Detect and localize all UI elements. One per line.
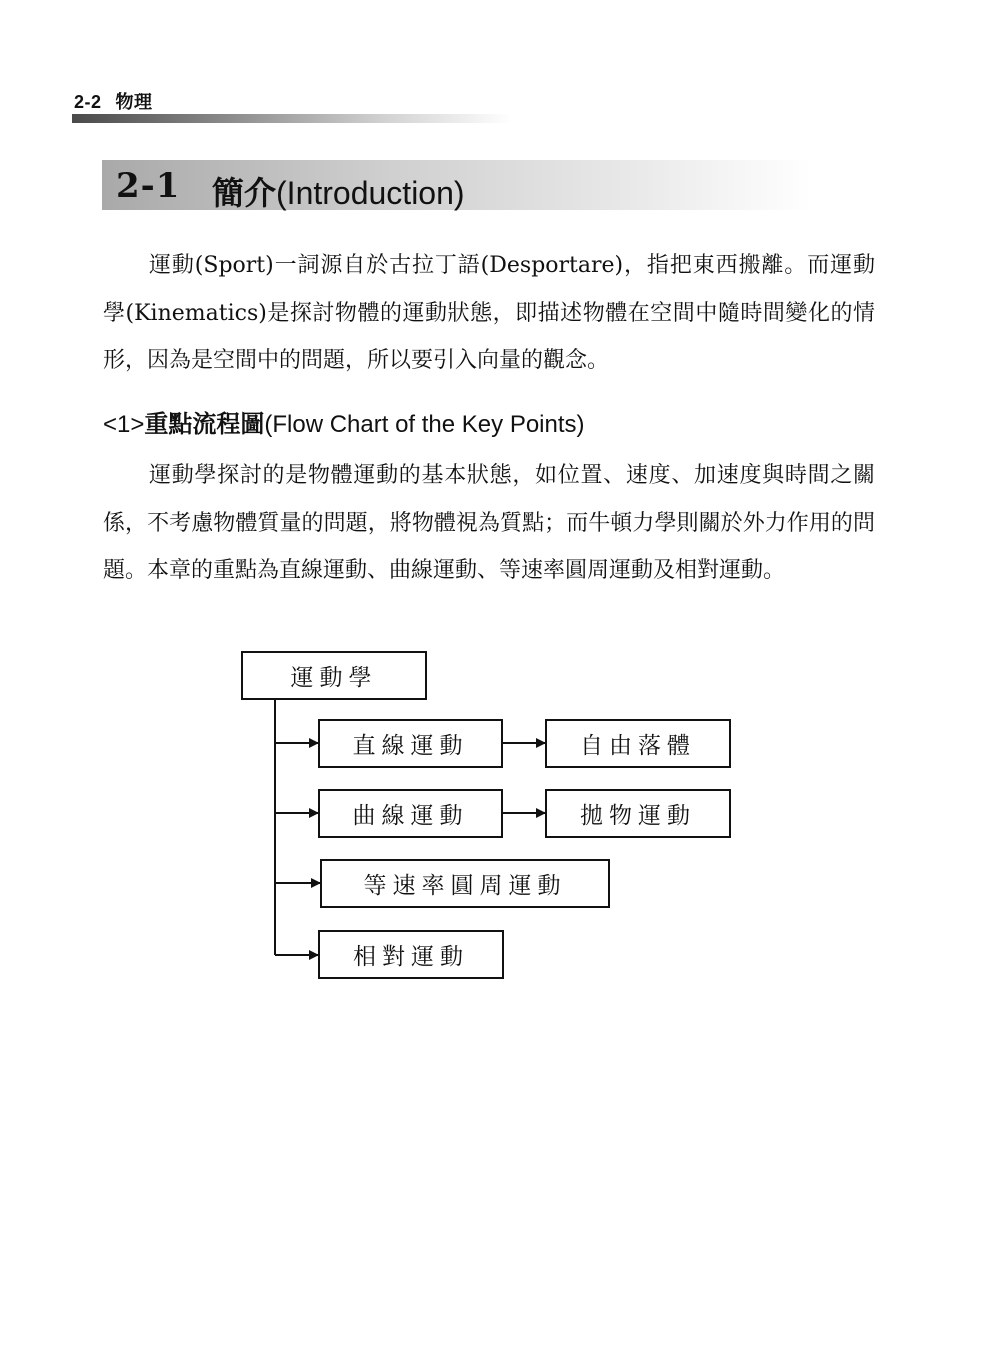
running-head [74,88,153,114]
flowchart-node-relative-motion: 相對運動 [318,930,504,979]
intro-paragraph: 運動(Sport)一詞源自於古拉丁語(Desportare)，指把東西搬離。而運動學(Kinematics)是探討物體的運動狀態，即描述物體在空間中隨時間變化的情形，因為是空間中的問題，所以要引入向量的觀念。 [103,253,875,373]
overview-paragraph: 運動學探討的是物體運動的基本狀態，如位置、速度、加速度與時間之關係，不考慮物體質量的問題，將物體視為質點；而牛頓力學則關於外力作用的問題。本章的重點為直線運動、曲線運動、等速率圓周運動及相對運動。 [103,463,875,583]
header-rule [72,114,512,123]
flowchart-node-uniform-circular-motion: 等速率圓周運動 [320,859,610,908]
section-number: 2-1 [116,166,181,206]
page-number: 2-2 [74,92,102,112]
flowchart-node-kinematics: 運動學 [241,651,427,700]
running-head-subject: 物理 [115,92,153,112]
section-title-zh: 簡介 [212,175,277,211]
subsection-title-en: (Flow Chart of the Key Points) [264,411,585,438]
flowchart-node-linear-motion: 直線運動 [318,719,503,768]
flowchart-node-curvilinear-motion: 曲線運動 [318,789,503,838]
section-title [212,168,465,214]
subsection-title-zh: 重點流程圖 [144,411,265,438]
flowchart-node-free-fall: 自由落體 [545,719,731,768]
section-title-en: (Introduction) [276,175,465,211]
flowchart-node-projectile-motion: 拋物運動 [545,789,731,838]
subsection-prefix: <1> [103,411,145,438]
subsection-heading [103,404,585,439]
